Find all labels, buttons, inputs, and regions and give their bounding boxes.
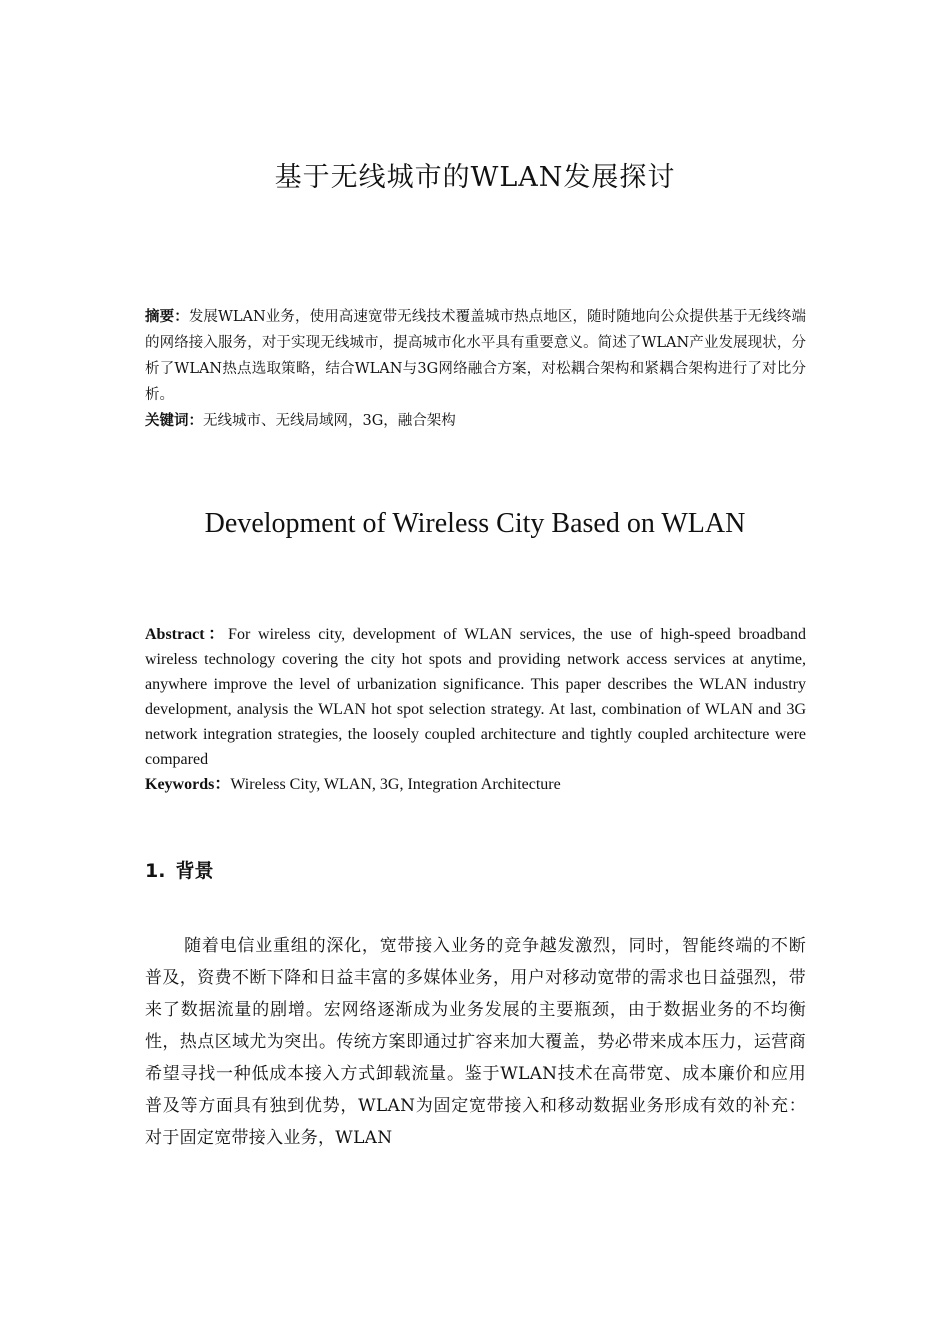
- chinese-abstract-block: [145, 304, 806, 434]
- section-1-heading: [145, 855, 213, 887]
- chinese-title: 基于无线城市的WLAN发展探讨: [274, 162, 676, 193]
- section-1-paragraph: 随着电信业重组的深化，宽带接入业务的竞争越发激烈，同时，智能终端的不断普及，资费不断下降和日益丰富的多媒体业务，用户对移动宽带的需求也日益强烈，带来了数据流量的剧增。宏网络逐渐成为业务发展的主要瓶颈，由于数据业务的不均衡性，热点区域尤为突出。传统方案即通过扩容来加大覆盖，势必带来成本压力，运营商希望寻找一种低成本接入方式卸载流量。鉴于WLAN技术在高带宽、成本廉价和应用普及等方面具有独到优势，WLAN为固定宽带接入和移动数据业务形成有效的补充：对于固定宽带接入业务，WLAN: [145, 936, 806, 1148]
- chinese-abstract-label: 摘要：: [145, 309, 189, 325]
- english-keywords-label: Keywords：: [145, 776, 231, 793]
- chinese-keywords: [145, 408, 806, 434]
- chinese-keywords-label: 关键词：: [145, 413, 203, 429]
- english-abstract-block: [145, 622, 806, 797]
- section-1-number: 1.: [145, 860, 166, 882]
- section-1-title: 背景: [175, 860, 214, 882]
- chinese-abstract: [145, 304, 806, 408]
- english-abstract: [145, 622, 806, 772]
- english-title: Development of Wireless City Based on WLAN: [204, 508, 746, 539]
- chinese-keywords-text: 无线城市、无线局域网，3G，融合架构: [203, 413, 456, 429]
- english-keywords: [145, 772, 806, 797]
- english-abstract-label: Abstract：: [145, 626, 229, 643]
- english-keywords-text: Wireless City, WLAN, 3G, Integration Architecture: [230, 776, 561, 793]
- english-abstract-text: For wireless city, development of WLAN services, the use of high-speed broadband wireless technology covering the city hot spots and providing network access services at anytime, anywhere improve the level of urbanization significance. This paper describes the WLAN industry development, analysis the WLAN hot spot selection strategy. At last, combination of WLAN and 3G network integration strategies, the loosely coupled architecture and tightly coupled architecture were compared: [145, 626, 806, 768]
- chinese-abstract-text: 发展WLAN业务，使用高速宽带无线技术覆盖城市热点地区，随时随地向公众提供基于无线终端的网络接入服务，对于实现无线城市，提高城市化水平具有重要意义。简述了WLAN产业发展现状，分析了WLAN热点选取策略，结合WLAN与3G网络融合方案，对松耦合架构和紧耦合架构进行了对比分析。: [145, 309, 806, 403]
